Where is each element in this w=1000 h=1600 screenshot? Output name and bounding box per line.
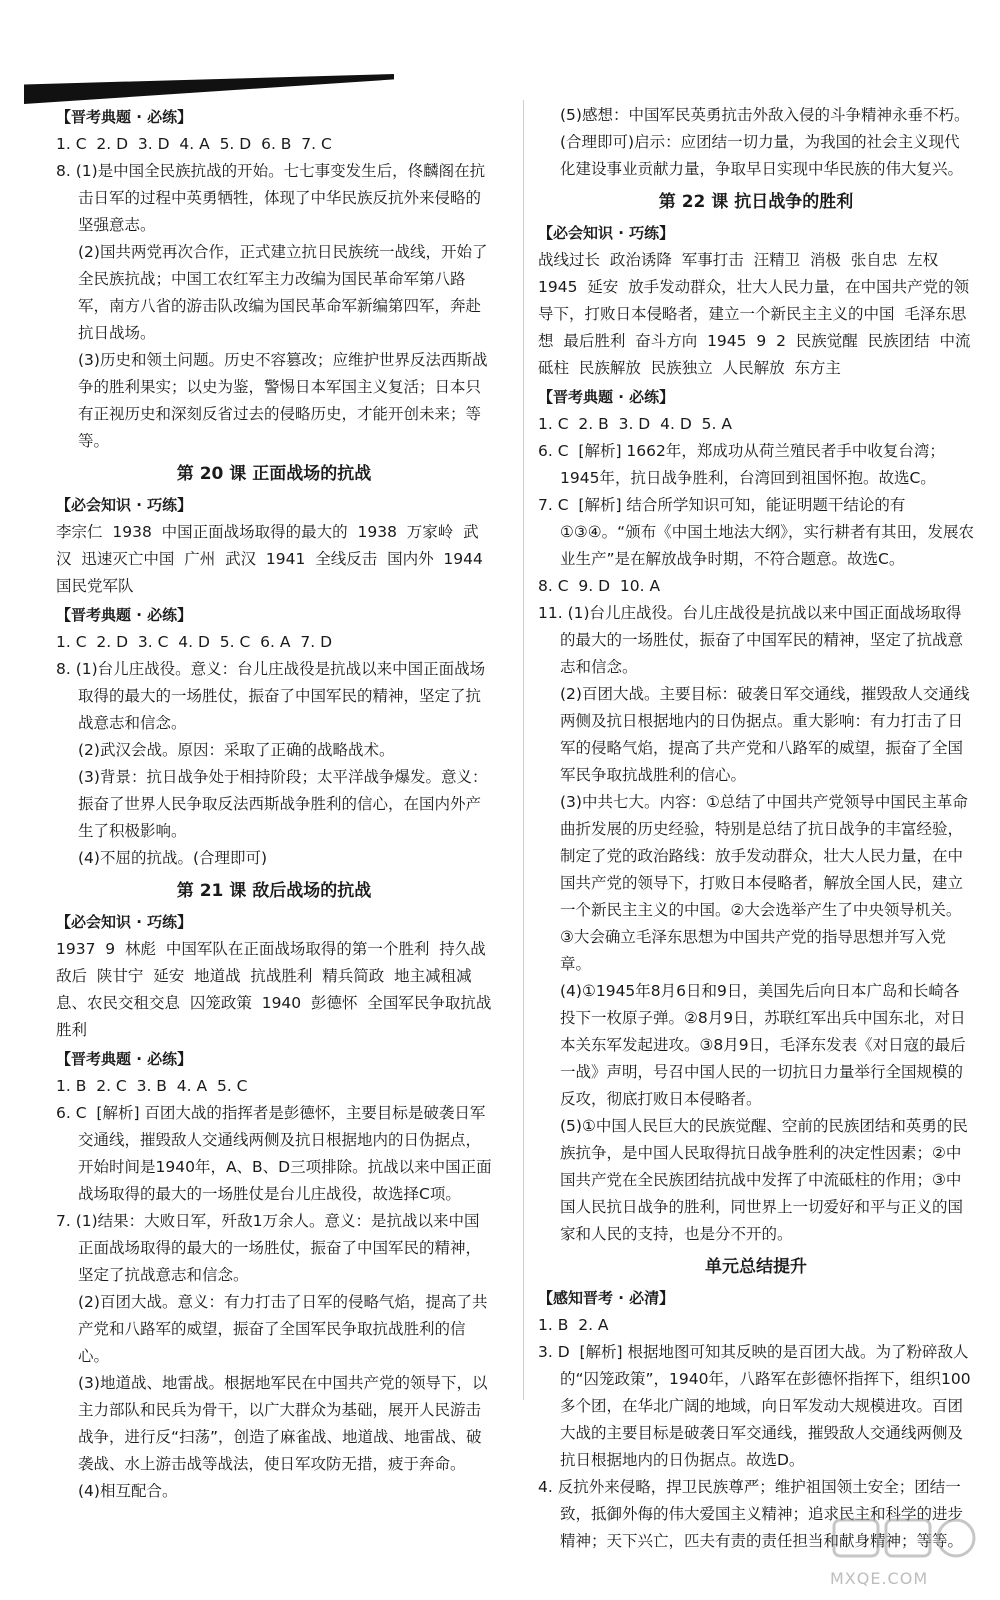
watermark-text: MXQE.COM bbox=[830, 1569, 929, 1588]
section-heading: 【晋考典题 · 必练】 bbox=[56, 606, 193, 624]
lesson-title: 单元总结提升 bbox=[705, 1257, 807, 1277]
answer-continuation: (3)历史和领土问题。历史不容篡改；应维护世界反法西斯战争的胜利果实；以史为鉴，警惕日本军国主义复活；日本只有正视历史和深刻反省过去的侵略历史，才能开创未来；等等。 bbox=[78, 351, 488, 450]
knowledge-text: 李宗仁 1938 中国正面战场取得的最大的 1938 万家岭 武汉 迅速灭亡中国 广州 武汉 1941 全线反击 国内外 1944 国民党军队 bbox=[56, 523, 493, 595]
section-heading: 【晋考典题 · 必练】 bbox=[538, 388, 675, 406]
answer-continuation: (2)百团大战。主要目标：破袭日军交通线，摧毁敌人交通线两侧及抗日根据地内的日伪据点。重大影响：有力打击了日军的侵略气焰，提高了共产党和八路军的威望，振奋了全国军民争取抗战胜利的信心。 bbox=[560, 685, 970, 784]
answer-item: 8. (1)台儿庄战役。意义：台儿庄战役是抗战以来中国正面战场取得的最大的一场胜仗，振奋了中国军民的精神，坚定了抗战意志和信念。 bbox=[56, 660, 486, 732]
lesson-title: 第 21 课 敌后战场的抗战 bbox=[176, 881, 372, 901]
section-heading: 【必会知识 · 巧练】 bbox=[56, 496, 193, 514]
section-heading: 【晋考典题 · 必练】 bbox=[56, 108, 193, 126]
answer-item: 8. (1)是中国全民族抗战的开始。七七事变发生后，佟麟阁在抗击日军的过程中英勇牺牲，体现了中华民族反抗外来侵略的坚强意志。 bbox=[56, 162, 486, 234]
answer-continuation: (4)相互配合。 bbox=[78, 1482, 178, 1500]
lesson-title: 第 22 课 抗日战争的胜利 bbox=[658, 192, 854, 212]
answer-continuation: (2)国共两党再次合作，正式建立抗日民族统一战线，开始了全民族抗战；中国工农红军主力改编为国民革命军第八路军，南方八省的游击队改编为国民革命军新编第四军，奔赴抗日战场。 bbox=[78, 243, 488, 342]
lesson-title: 第 20 课 正面战场的抗战 bbox=[176, 464, 372, 484]
answer-item: 1. B 2. A bbox=[538, 1316, 609, 1334]
answer-item: 1. C 2. D 3. C 4. D 5. C 6. A 7. D bbox=[56, 633, 333, 651]
answer-item: 1. B 2. C 3. B 4. A 5. C bbox=[56, 1077, 248, 1095]
answer-continuation: (3)地道战、地雷战。根据地军民在中国共产党的领导下，以主力部队和民兵为骨干，以广大群众为基础，展开人民游击战争，进行反“扫荡”，创造了麻雀战、地道战、地雷战、破袭战、水上游击战等战法，使日军攻防无措，疲于奔命。 bbox=[78, 1374, 488, 1473]
answer-continuation: (4)不屈的抗战。(合理即可) bbox=[78, 849, 268, 867]
section-heading: 【感知晋考 · 必清】 bbox=[538, 1289, 675, 1307]
right-column bbox=[538, 102, 974, 1555]
watermark bbox=[822, 1514, 982, 1588]
column-divider bbox=[523, 100, 524, 1400]
answer-continuation: (2)百团大战。意义：有力打击了日军的侵略气焰，提高了共产党和八路军的威望，振奋了全国军民争取抗战胜利的信心。 bbox=[78, 1293, 488, 1365]
knowledge-text: 战线过长 政治诱降 军事打击 汪精卫 消极 张自忠 左权 1945 延安 放手发动群众，壮大人民力量，在中国共产党的领导下，打败日本侵略者，建立一个新民主主义的中国 毛泽东思想 最后胜利 奋斗方向 1945 9 2 民族觉醒 民族团结 中流砥柱 民族解放 民族独立 人民解放 东方主 bbox=[538, 251, 971, 377]
answer-item: 7. C [解析] 结合所学知识可知，能证明题干结论的有①③④。“颁布《中国土地法大纲》，实行耕者有其田，发展农业生产”是在解放战争时期，不符合题意。故选C。 bbox=[538, 496, 974, 568]
answer-item: 6. C [解析] 百团大战的指挥者是彭德怀，主要目标是破袭日军交通线，摧毁敌人交通线两侧及抗日根据地内的日伪据点，开始时间是1940年，A、B、D三项排除。抗战以来中国正面战场取得的最大的一场胜仗是台儿庄战役，故选择C项。 bbox=[56, 1104, 492, 1203]
section-heading: 【晋考典题 · 必练】 bbox=[56, 1050, 193, 1068]
watermark-logo-icon bbox=[832, 1516, 982, 1560]
header-bar bbox=[24, 74, 394, 104]
answer-continuation: (4)①1945年8月6日和9日，美国先后向日本广岛和长崎各投下一枚原子弹。②8月9日，苏联红军出兵中国东北，对日本关东军发起进攻。③8月9日，毛泽东发表《对日寇的最后一战》声明，号召中国人民的一切抗日力量举行全国规模的反攻，彻底打败日本侵略者。 bbox=[560, 982, 966, 1108]
knowledge-text: 1937 9 林彪 中国军队在正面战场取得的第一个胜利 持久战 敌后 陕甘宁 延安 地道战 抗战胜利 精兵简政 地主减租减息、农民交租交息 囚笼政策 1940 彭德怀 全国军民争取抗战胜利 bbox=[56, 940, 496, 1039]
answer-item: 6. C [解析] 1662年，郑成功从荷兰殖民者手中收复台湾；1945年，抗日战争胜利，台湾回到祖国怀抱。故选C。 bbox=[538, 442, 945, 487]
section-heading: 【必会知识 · 巧练】 bbox=[538, 224, 675, 242]
answer-item: 11. (1)台儿庄战役。台儿庄战役是抗战以来中国正面战场取得的最大的一场胜仗，振奋了中国军民的精神，坚定了抗战意志和信念。 bbox=[538, 604, 964, 676]
answer-continuation: (5)感想：中国军民英勇抗击外敌入侵的斗争精神永垂不朽。(合理即可)启示：应团结一切力量，为我国的社会主义现代化建设事业贡献力量，争取早日实现中华民族的伟大复兴。 bbox=[560, 106, 970, 178]
answer-item: 8. C 9. D 10. A bbox=[538, 577, 661, 595]
answer-item: 1. C 2. B 3. D 4. D 5. A bbox=[538, 415, 732, 433]
answer-continuation: (3)中共七大。内容：①总结了中国共产党领导中国民主革命曲折发展的历史经验，特别是总结了抗日战争的丰富经验，制定了党的政治路线：放手发动群众，壮大人民力量，在中国共产党的领导下，打败日本侵略者，解放全国人民，建立一个新民主主义的中国。②大会选举产生了中央领导机关。③大会确立毛泽东思想为中国共产党的指导思想并写入党章。 bbox=[560, 793, 968, 973]
answer-continuation: (3)背景：抗日战争处于相持阶段；太平洋战争爆发。意义：振奋了世界人民争取反法西斯战争胜利的信心，在国内外产生了积极影响。 bbox=[78, 768, 488, 840]
section-heading: 【必会知识 · 巧练】 bbox=[56, 913, 193, 931]
answer-continuation: (2)武汉会战。原因：采取了正确的战略战术。 bbox=[78, 741, 395, 759]
answer-item: 7. (1)结果：大败日军，歼敌1万余人。意义：是抗战以来中国正面战场取得的最大的一场胜仗，振奋了中国军民的精神，坚定了抗战意志和信念。 bbox=[56, 1212, 482, 1284]
answer-item: 4. 反抗外来侵略，捍卫民族尊严；维护祖国领土安全；团结一致，抵御外侮的伟大爱国主义精神；追求民主和科学的进步精神；天下兴亡，匹夫有责的责任担当和献身精神；等等。 bbox=[538, 1478, 964, 1550]
answer-item: 3. D [解析] 根据地图可知其反映的是百团大战。为了粉碎敌人的“囚笼政策”，1940年，八路军在彭德怀指挥下，组织100多个团，在华北广阔的地域，向日军发动大规模进攻。百团大战的主要目标是破袭日军交通线，摧毁敌人交通线两侧及抗日根据地内的日伪据点。故选D。 bbox=[538, 1343, 971, 1469]
answer-continuation: (5)①中国人民巨大的民族觉醒、空前的民族团结和英勇的民族抗争，是中国人民取得抗日战争胜利的决定性因素；②中国共产党在全民族团结抗战中发挥了中流砥柱的作用；③中国人民抗日战争的胜利，同世界上一切爱好和平与正义的国家和人民的支持，也是分不开的。 bbox=[560, 1117, 968, 1243]
answer-item: 1. C 2. D 3. D 4. A 5. D 6. B 7. C bbox=[56, 135, 332, 153]
left-column bbox=[56, 102, 496, 1505]
